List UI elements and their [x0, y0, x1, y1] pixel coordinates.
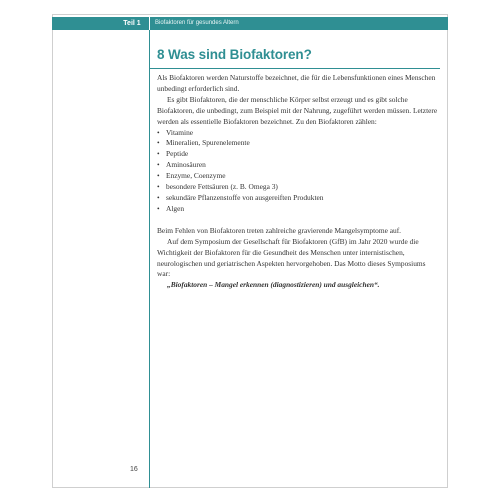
list-item: • Mineralien, Spurenelemente — [157, 138, 440, 149]
list-item: • sekundäre Pflanzenstoffe von ausgereiften Produkten — [157, 193, 440, 204]
biofactor-list — [157, 128, 440, 215]
part-label: Teil 1 — [123, 20, 141, 27]
body-text — [157, 73, 440, 291]
list-item: • Peptide — [157, 149, 440, 160]
paragraph: Auf dem Symposium der Gesellschaft für Biofaktoren (GfB) im Jahr 2020 wurde die Wichtigkeit der Biofaktoren für die Gesundheit des Menschen unter internistischen, neurologischen und geriatrischen Aspekten hervorgehoben. Das Motto dieses Symposiums war: — [157, 236, 426, 279]
chapter-title: 8 Was sind Biofaktoren? — [157, 47, 312, 62]
paragraph: Beim Fehlen von Biofaktoren treten zahlreiche gravierende Mangelsymptome auf. — [157, 225, 402, 235]
list-item: • Enzyme, Coenzyme — [157, 171, 440, 182]
spacer — [157, 215, 440, 226]
motto-quote: „Biofaktoren – Mangel erkennen (diagnostizieren) und ausgleichen“. — [167, 280, 380, 290]
running-header-bar — [52, 17, 448, 30]
list-item: • Algen — [157, 204, 440, 215]
list-item: • Vitamine — [157, 128, 440, 139]
title-underline — [150, 68, 440, 69]
margin-rule — [149, 30, 150, 488]
list-item: • Aminosäuren — [157, 160, 440, 171]
list-item: • besondere Fettsäuren (z. B. Omega 3) — [157, 182, 440, 193]
header-divider — [149, 17, 150, 30]
running-header-title: Biofaktoren für gesundes Altern — [155, 20, 239, 26]
page-number: 16 — [130, 466, 138, 473]
paragraph: Es gibt Biofaktoren, die der menschliche Körper selbst erzeugt und es gibt solche Biofaktoren, die unbedingt, zum Beispiel mit der Nahrung, zugeführt werden müssen. Letztere werden als essentielle Biofaktoren bezeichnet. Zu den Biofaktoren zählen: — [157, 94, 438, 126]
intro-paragraph: Als Biofaktoren werden Naturstoffe bezeichnet, die für die Lebensfunktionen eines Menschen unbedingt erforderlich sind. — [157, 73, 436, 93]
